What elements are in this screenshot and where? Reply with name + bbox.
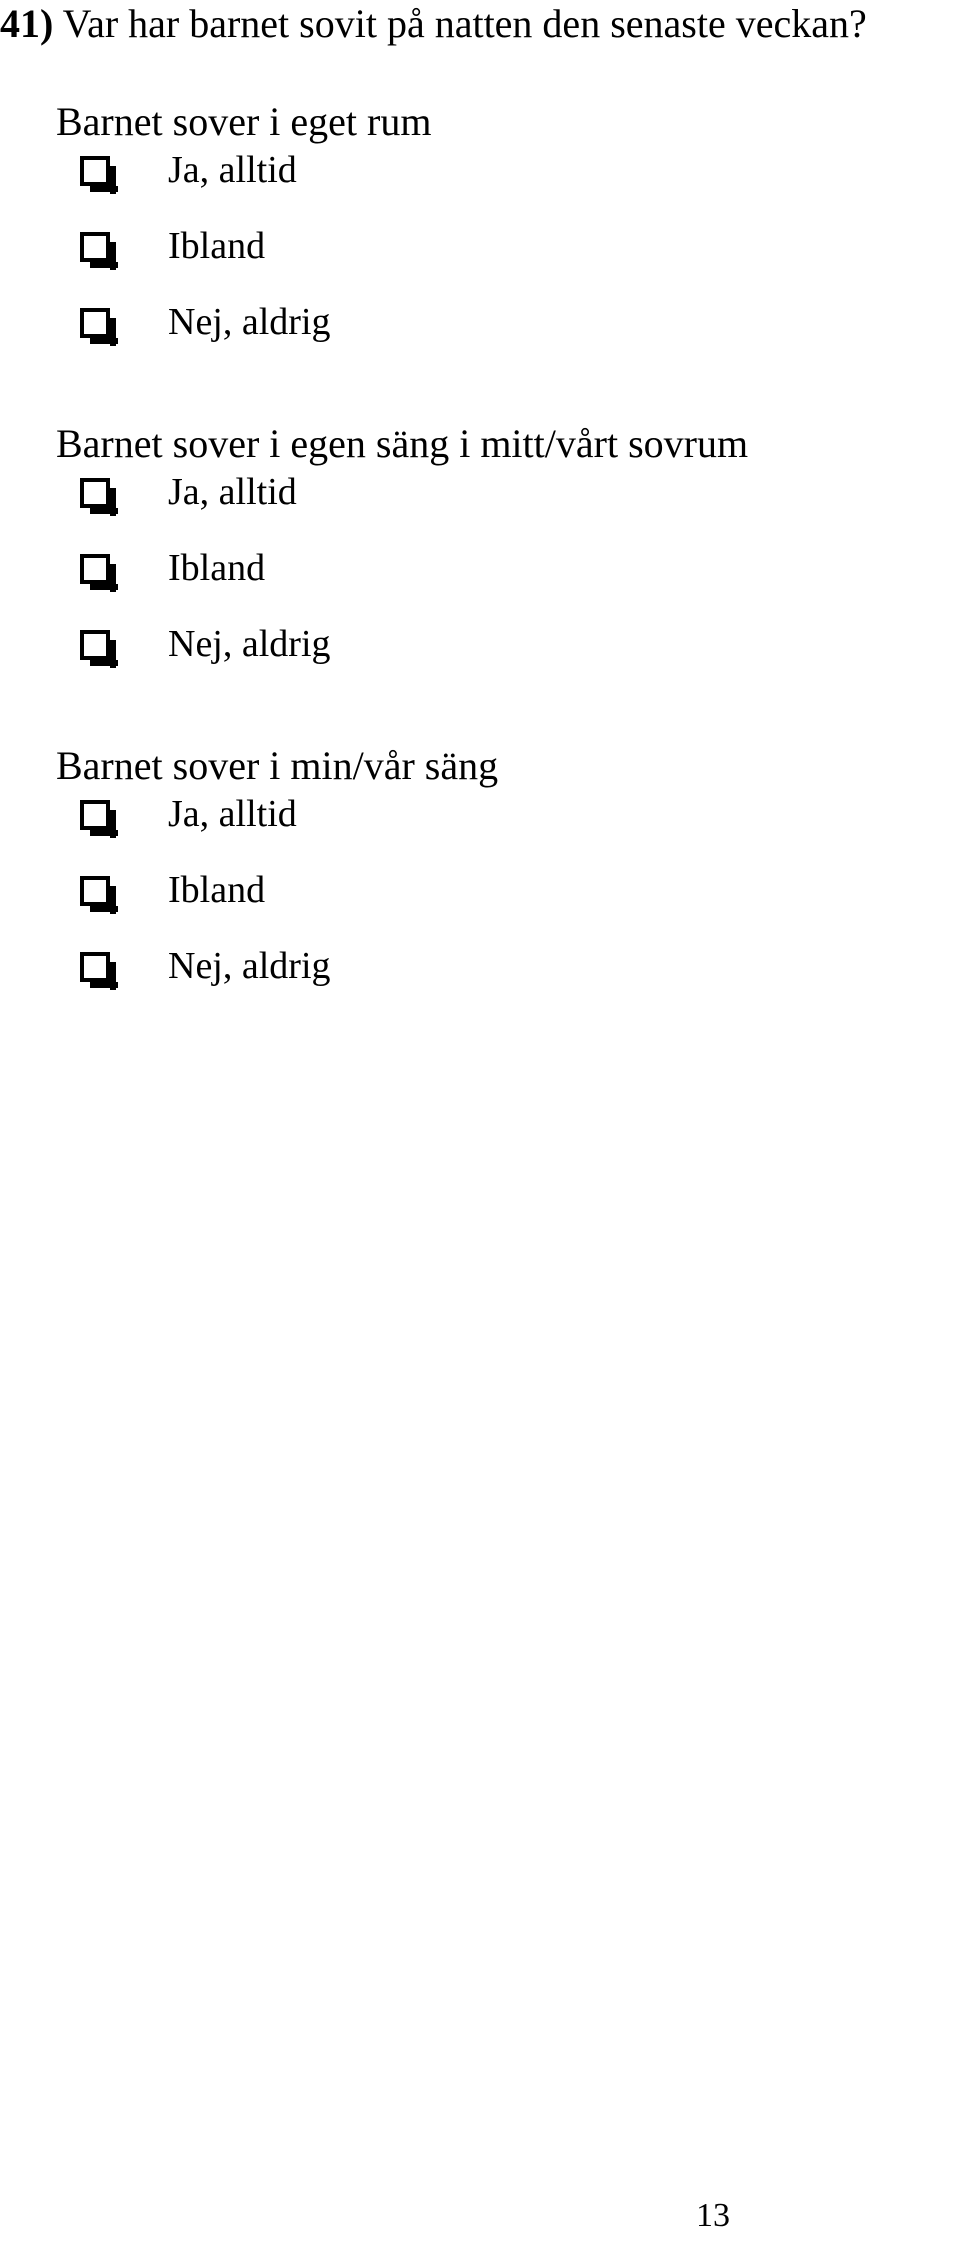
option-label: Ja, alltid xyxy=(168,149,297,191)
option-label: Ibland xyxy=(168,869,266,911)
option-never[interactable] xyxy=(80,942,498,1018)
checkbox-icon[interactable] xyxy=(80,156,110,186)
question-number: 41) xyxy=(0,1,54,46)
option-sometimes[interactable] xyxy=(80,544,748,620)
checkbox-icon[interactable] xyxy=(80,630,110,660)
checkbox-icon[interactable] xyxy=(80,876,110,906)
option-always[interactable] xyxy=(80,146,431,222)
option-always[interactable] xyxy=(80,790,498,866)
section-own-room xyxy=(56,98,431,374)
page-number: 13 xyxy=(696,2197,730,2234)
option-always[interactable] xyxy=(80,468,748,544)
option-sometimes[interactable] xyxy=(80,866,498,942)
section-title: Barnet sover i min/vår säng xyxy=(56,743,499,788)
option-never[interactable] xyxy=(80,620,748,696)
section-title: Barnet sover i eget rum xyxy=(56,99,432,144)
option-label: Nej, aldrig xyxy=(168,945,331,987)
checkbox-icon[interactable] xyxy=(80,800,110,830)
option-label: Ibland xyxy=(168,225,266,267)
checkbox-icon[interactable] xyxy=(80,478,110,508)
checkbox-icon[interactable] xyxy=(80,308,110,338)
option-label: Ja, alltid xyxy=(168,793,297,835)
checkbox-icon[interactable] xyxy=(80,554,110,584)
option-label: Ja, alltid xyxy=(168,471,297,513)
section-own-bed-parents-room xyxy=(56,420,748,696)
option-never[interactable] xyxy=(80,298,431,374)
section-parents-bed xyxy=(56,742,498,1018)
option-sometimes[interactable] xyxy=(80,222,431,298)
section-title: Barnet sover i egen säng i mitt/vårt sovrum xyxy=(56,421,749,466)
option-label: Nej, aldrig xyxy=(168,623,331,665)
checkbox-icon[interactable] xyxy=(80,952,110,982)
question-41 xyxy=(0,0,867,48)
option-label: Nej, aldrig xyxy=(168,301,331,343)
question-text: Var har barnet sovit på natten den senaste veckan? xyxy=(62,1,867,46)
checkbox-icon[interactable] xyxy=(80,232,110,262)
option-label: Ibland xyxy=(168,547,266,589)
